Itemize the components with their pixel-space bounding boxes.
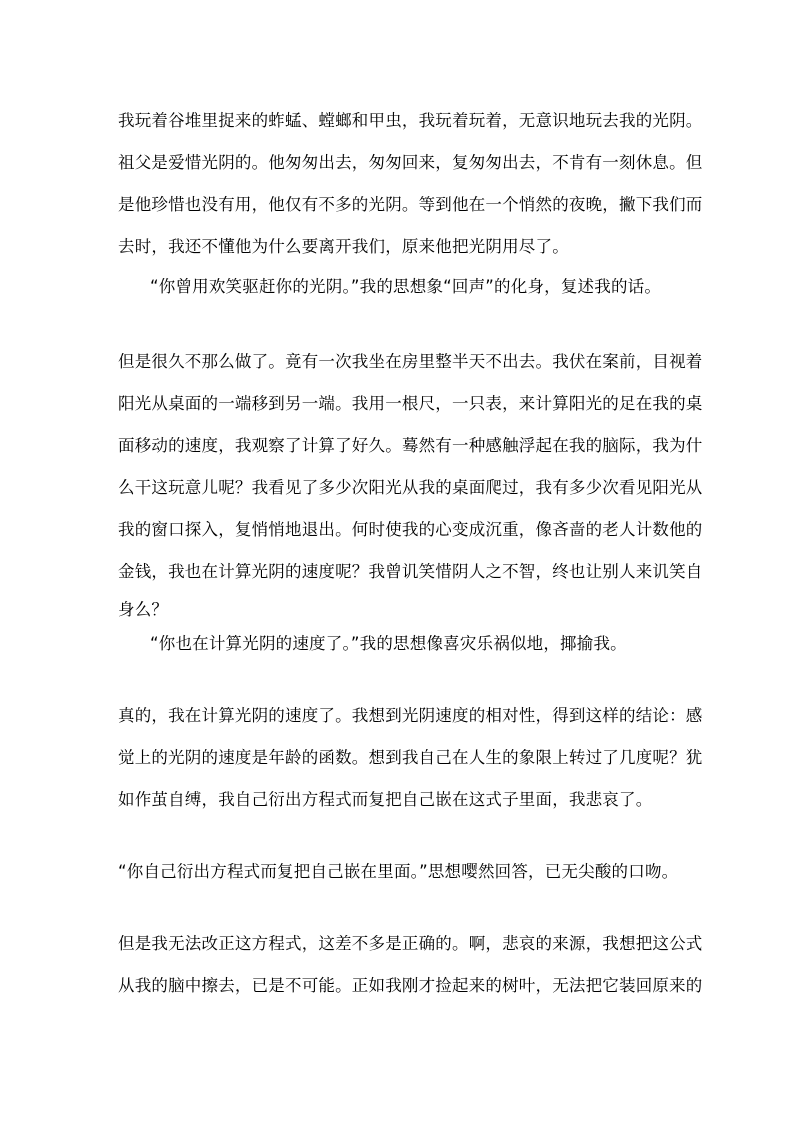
- quote-line: “你曾用欢笑驱赶你的光阴。”我的思想象“回声”的化身，复述我的话。: [150, 277, 662, 296]
- text-line: 从我的脑中擦去，已是不可能。正如我刚才捡起来的树叶，无法把它装回原来的: [118, 976, 703, 995]
- text-line: 但是我无法改正这方程式，这差不多是正确的。啊，悲哀的来源，我想把这公式: [118, 934, 703, 953]
- text-line: 阳光从桌面的一端移到另一端。我用一根尺，一只表，来计算阳光的足在我的桌: [118, 394, 703, 413]
- text-line: 真的，我在计算光阴的速度了。我想到光阴速度的相对性，得到这样的结论：感: [118, 706, 703, 725]
- text-line: 我的窗口探入，复悄悄地退出。何时使我的心变成沉重，像吝啬的老人计数他的: [118, 520, 703, 539]
- text-line: 如作茧自缚，我自己衍出方程式而复把自己嵌在这式子里面，我悲哀了。: [118, 790, 653, 809]
- text-line: 去时，我还不懂他为什么要离开我们，原来他把光阴用尽了。: [118, 237, 569, 256]
- text-line: 但是很久不那么做了。竟有一次我坐在房里整半天不出去。我伏在案前，目视着: [118, 352, 703, 371]
- text-line: 觉上的光阴的速度是年龄的函数。想到我自己在人生的象限上转过了几度呢？犹: [118, 748, 703, 767]
- text-line: 祖父是爱惜光阴的。他匆匆出去，匆匆回来，复匆匆出去，不肯有一刻休息。但: [118, 153, 703, 172]
- text-line: 面移动的速度，我观察了计算了好久。蓦然有一种感触浮起在我的脑际，我为什: [118, 436, 703, 455]
- quote-line: “你自己衍出方程式而复把自己嵌在里面。”思想嘤然回答，已无尖酸的口吻。: [118, 862, 679, 881]
- text-line: 我玩着谷堆里捉来的蚱蜢、螳螂和甲虫，我玩着玩着，无意识地玩去我的光阴。: [118, 111, 703, 130]
- text-line: 是他珍惜也没有用，他仅有不多的光阴。等到他在一个悄然的夜晚，撇下我们而: [118, 195, 703, 214]
- quote-line: “你也在计算光阴的速度了。”我的思想像喜灾乐祸似地，揶揄我。: [150, 634, 627, 653]
- text-line: 身么？: [118, 600, 169, 619]
- text-line: 金钱，我也在计算光阴的速度呢？我曾讥笑惜阴人之不智，终也让别人来讥笑自: [118, 562, 703, 581]
- text-line: 么干这玩意儿呢？我看见了多少次阳光从我的桌面爬过，我有多少次看见阳光从: [118, 478, 703, 497]
